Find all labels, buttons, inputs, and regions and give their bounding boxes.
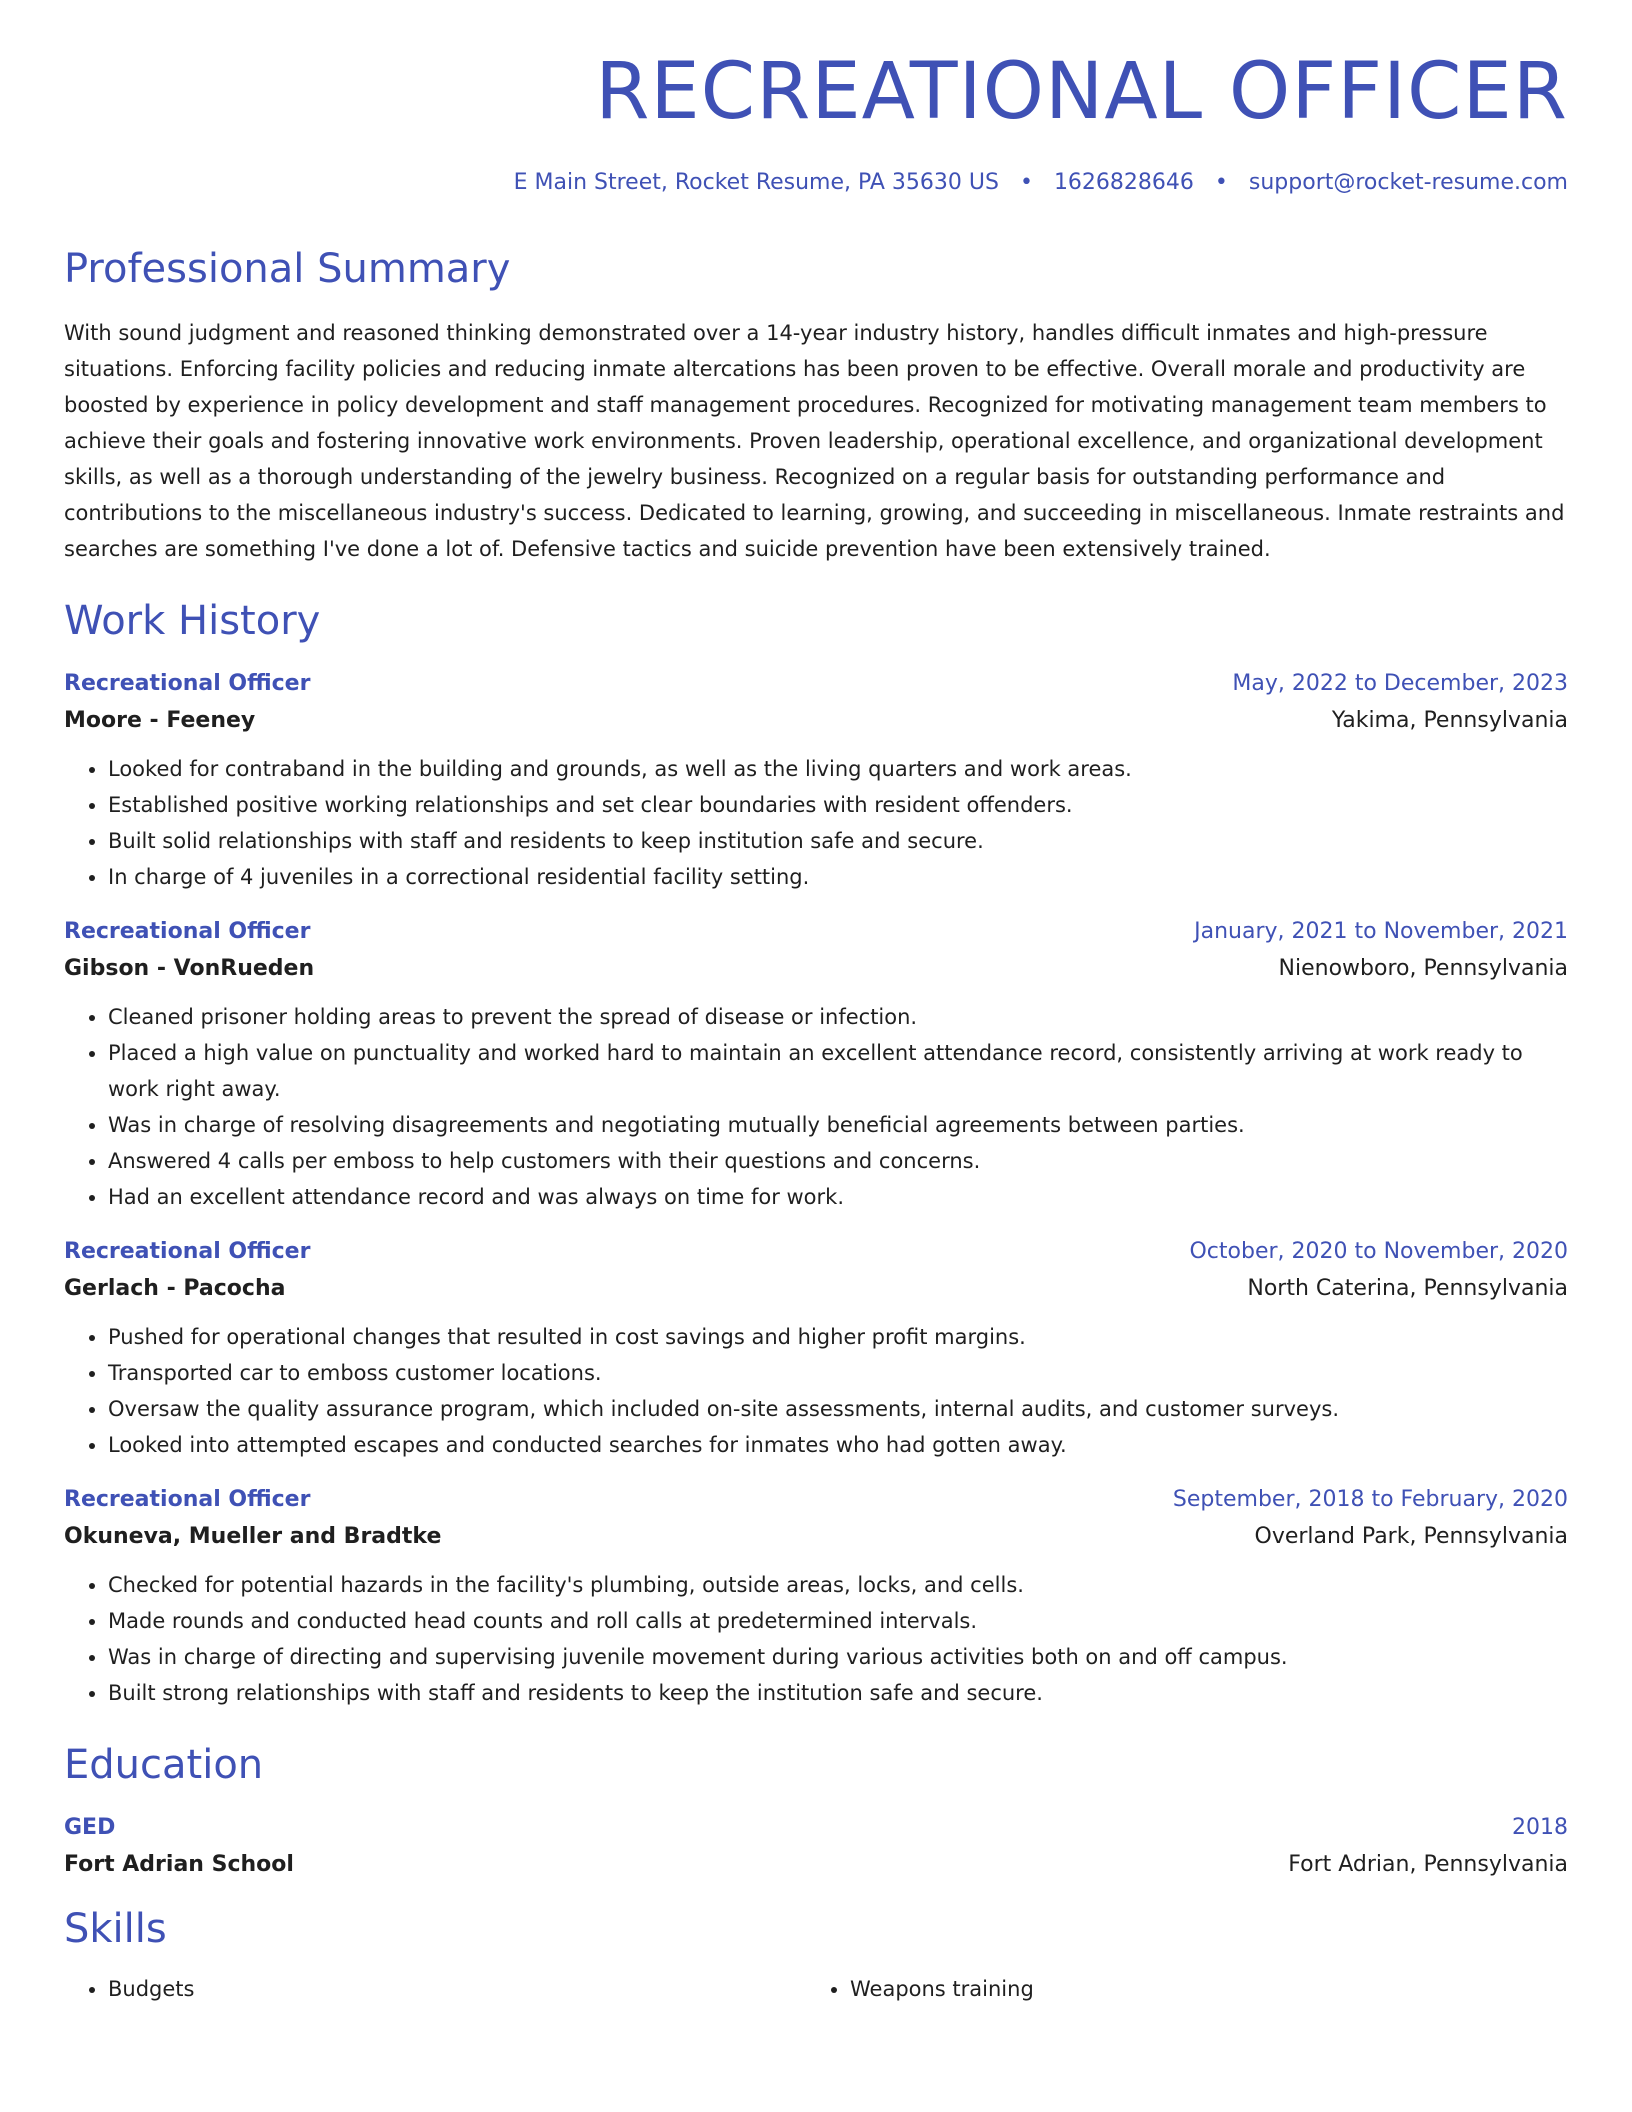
- education-heading: Education: [64, 1741, 264, 1788]
- job-bullet: • Looked into attempted escapes and conducted searches for inmates who had gotten away.: [108, 1427, 1568, 1463]
- job-bullet: • Cleaned prisoner holding areas to prevent the spread of disease or infection.: [108, 999, 1568, 1035]
- job-bullets: [64, 999, 1568, 1215]
- resume-name: RECREATIONAL OFFICER: [595, 47, 1568, 137]
- job-title: Recreational Officer: [64, 918, 311, 944]
- contact-address: E Main Street, Rocket Resume, PA 35630 US: [513, 169, 999, 195]
- job-dates: January, 2021 to November, 2021: [1194, 918, 1568, 944]
- skills-column-left: [64, 1971, 806, 2007]
- skill-item: • Weapons training: [850, 1971, 1548, 2007]
- work-history-list: [64, 671, 1568, 1711]
- job-bullet: • Built solid relationships with staff and residents to keep institution safe and secure.: [108, 823, 1568, 859]
- summary-text: With sound judgment and reasoned thinking demonstrated over a 14-year industry history, handles difficult inmates and high-pressure situations. Enforcing facility policies and reducing inmate altercations has been proven to be effective. Overall morale and productivity are boosted by experience in policy development and staff management procedures. Recognized for motivating management team members to achieve their goals and fostering innovative work environments. Proven leadership, operational excellence, and organizational development skills, as well as a thorough understanding of the jewelry business. Recognized on a regular basis for outstanding performance and contributions to the miscellaneous industry's success. Dedicated to learning, growing, and succeeding in miscellaneous. Inmate restraints and searches are something I've done a lot of. Defensive tactics and suicide prevention have been extensively trained.: [64, 320, 1565, 561]
- job-bullet: • Made rounds and conducted head counts and roll calls at predetermined intervals.: [108, 1603, 1568, 1639]
- job-company: Gibson - VonRueden: [64, 955, 315, 981]
- job-entry: [64, 919, 1568, 1215]
- contact-phone: 1626828646: [1053, 169, 1194, 195]
- contact-email: support@rocket-resume.com: [1248, 169, 1568, 195]
- job-location: North Caterina, Pennsylvania: [1247, 1275, 1568, 1301]
- job-location: Overland Park, Pennsylvania: [1254, 1523, 1568, 1549]
- job-bullet: • Transported car to emboss customer locations.: [108, 1355, 1568, 1391]
- education-entry: [64, 1815, 1568, 1877]
- summary-heading: Professional Summary: [64, 245, 511, 292]
- job-entry: [64, 671, 1568, 895]
- job-dates: October, 2020 to November, 2020: [1189, 1238, 1568, 1264]
- skills-column-right: [806, 1971, 1548, 2007]
- job-bullet: • Had an excellent attendance record and was always on time for work.: [108, 1179, 1568, 1215]
- skills-list: [64, 1971, 1568, 2007]
- job-title: Recreational Officer: [64, 1486, 311, 1512]
- contact-separator: •: [1019, 169, 1033, 195]
- job-title: Recreational Officer: [64, 670, 311, 696]
- skill-item: • Budgets: [108, 1971, 806, 2007]
- job-bullet: • In charge of 4 juveniles in a correctional residential facility setting.: [108, 859, 1568, 895]
- skills-heading: Skills: [64, 1905, 167, 1952]
- job-company: Okuneva, Mueller and Bradtke: [64, 1523, 442, 1549]
- job-bullet: • Looked for contraband in the building and grounds, as well as the living quarters and work areas.: [108, 751, 1568, 787]
- job-dates: September, 2018 to February, 2020: [1172, 1486, 1568, 1512]
- education-degree: GED: [64, 1814, 116, 1840]
- job-bullet: • Built strong relationships with staff and residents to keep the institution safe and secure.: [108, 1675, 1568, 1711]
- job-company: Gerlach - Pacocha: [64, 1275, 286, 1301]
- job-company: Moore - Feeney: [64, 707, 256, 733]
- job-bullets: [64, 1319, 1568, 1463]
- job-bullet: • Oversaw the quality assurance program, which included on-site assessments, internal audits, and customer surveys.: [108, 1391, 1568, 1427]
- job-bullet: • Checked for potential hazards in the facility's plumbing, outside areas, locks, and cells.: [108, 1567, 1568, 1603]
- job-bullets: [64, 1567, 1568, 1711]
- job-bullets: [64, 751, 1568, 895]
- job-bullet: • Established positive working relationships and set clear boundaries with resident offenders.: [108, 787, 1568, 823]
- job-entry: [64, 1487, 1568, 1711]
- job-title: Recreational Officer: [64, 1238, 311, 1264]
- job-location: Yakima, Pennsylvania: [1331, 707, 1568, 733]
- job-dates: May, 2022 to December, 2023: [1232, 670, 1568, 696]
- contact-separator: •: [1214, 169, 1228, 195]
- job-entry: [64, 1239, 1568, 1463]
- job-location: Nienowboro, Pennsylvania: [1278, 955, 1568, 981]
- education-location: Fort Adrian, Pennsylvania: [1288, 1851, 1568, 1877]
- job-bullet: • Answered 4 calls per emboss to help customers with their questions and concerns.: [108, 1143, 1568, 1179]
- job-bullet: • Was in charge of directing and supervising juvenile movement during various activities both on and off campus.: [108, 1639, 1568, 1675]
- education-school: Fort Adrian School: [64, 1851, 294, 1877]
- job-bullet: • Was in charge of resolving disagreements and negotiating mutually beneficial agreements between parties.: [108, 1107, 1568, 1143]
- education-year: 2018: [1512, 1814, 1568, 1840]
- job-bullet: • Placed a high value on punctuality and worked hard to maintain an excellent attendance record, consistently arriving at work ready to work right away.: [108, 1035, 1568, 1107]
- work-history-heading: Work History: [64, 597, 321, 644]
- contact-line: [64, 170, 1568, 195]
- job-bullet: • Pushed for operational changes that resulted in cost savings and higher profit margins.: [108, 1319, 1568, 1355]
